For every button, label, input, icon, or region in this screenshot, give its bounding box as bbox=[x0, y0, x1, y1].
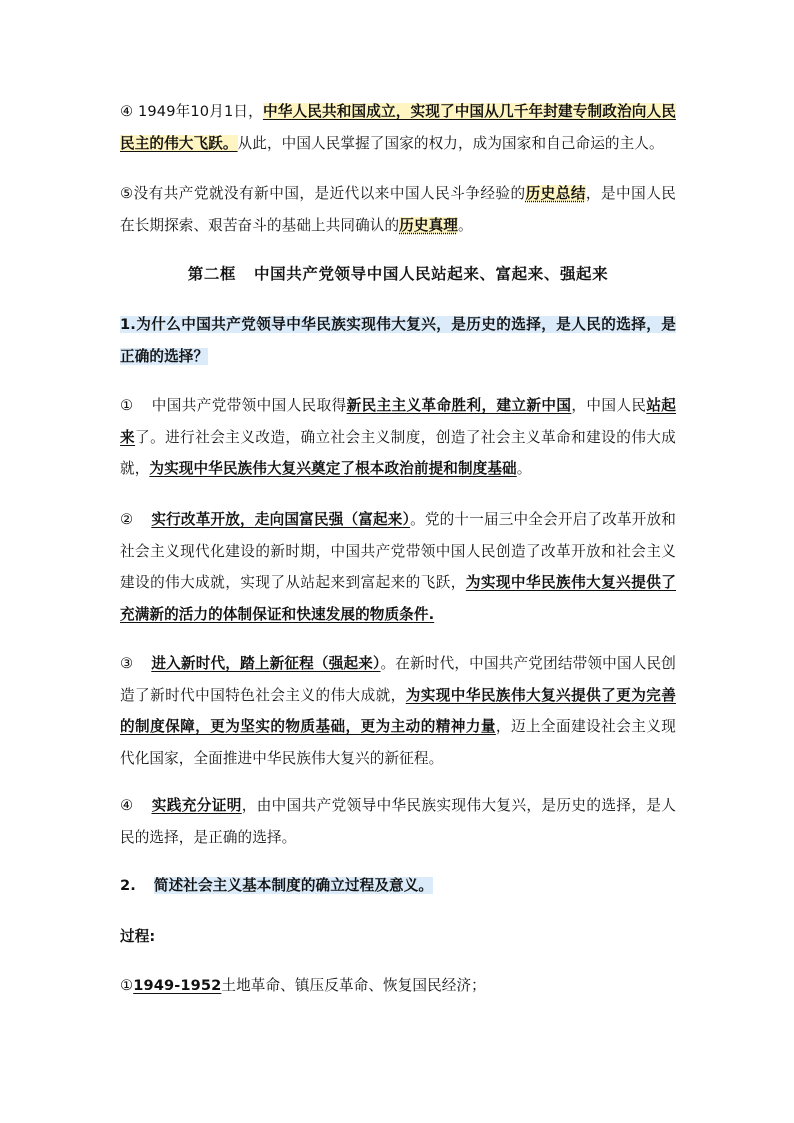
paragraph-text: 。在新时代，中国共产党团结带领中国人民创造了新时代中国特色社会主义的伟大成就， bbox=[120, 655, 676, 704]
process-label bbox=[120, 921, 676, 953]
paragraph-text: 了。进行社会主义改造，确立社会主义制度，创造了社会主义革命和建设的伟大成就， bbox=[120, 428, 676, 477]
question-2 bbox=[120, 870, 676, 902]
key-point: 站起来 bbox=[120, 397, 676, 446]
paragraph-text: 。 bbox=[516, 460, 532, 477]
item-number: ① bbox=[120, 397, 134, 414]
key-point: 实践充分证明 bbox=[151, 797, 242, 814]
process-item-1 bbox=[120, 970, 676, 1002]
paragraph-founding bbox=[120, 96, 676, 159]
item-number: ④ bbox=[120, 797, 134, 814]
paragraph-text: 。党的十一届三中全会开启了改革开放和社会主义现代化建设的新时期，中国共产党带领中国人民创造了改革开放和社会主义建设的伟大成就，实现了从站起来到富起来的飞跃， bbox=[120, 511, 676, 591]
key-point: 进入新时代，踏上新征程（强起来） bbox=[151, 655, 381, 672]
paragraph-text: ，迈上全面建设社会主义现代化国家，全面推进中华民族伟大复兴的新征程。 bbox=[120, 718, 676, 767]
paragraph-text: 中国共产党带领中国人民取得 bbox=[151, 397, 347, 414]
highlighted-term: 历史总结 bbox=[525, 185, 586, 202]
answer-4 bbox=[120, 790, 676, 853]
section-title-label: 第二框 bbox=[187, 265, 237, 283]
answer-1 bbox=[120, 390, 676, 485]
item-number: ② bbox=[120, 511, 134, 528]
paragraph-text: ⑤没有共产党就没有新中国，是近代以来中国人民斗争经验的 bbox=[120, 185, 526, 202]
paragraph-text: ，中国人民 bbox=[571, 397, 647, 414]
section-title bbox=[120, 262, 676, 284]
key-point: 为实现中华民族伟大复兴提供了充满新的活力的体制保证和快速发展的物质条件. bbox=[120, 574, 676, 623]
key-point: 为实现中华民族伟大复兴奠定了根本政治前提和制度基础 bbox=[149, 460, 517, 477]
key-point: 为实现中华民族伟大复兴提供了更为完善的制度保障，更为坚实的物质基础，更为主动的精神力量 bbox=[120, 686, 676, 735]
highlighted-term: 历史真理 bbox=[399, 216, 458, 234]
question-1 bbox=[120, 309, 676, 372]
key-point: 实行改革开放，走向国富民强（富起来） bbox=[151, 511, 411, 528]
paragraph-text: ，由中国共产党领导中华民族实现伟大复兴，是历史的选择，是人民的选择，是正确的选择。 bbox=[120, 797, 677, 846]
paragraph-text: 从此，中国人民掌握了国家的权力，成为国家和自己命运的主人。 bbox=[237, 134, 664, 152]
item-number: ③ bbox=[120, 655, 134, 672]
paragraph-text: 土地革命、镇压反革命、恢复国民经济； bbox=[221, 977, 486, 994]
key-point: 新民主主义革命胜利，建立新中国 bbox=[346, 397, 572, 414]
answer-2 bbox=[120, 504, 676, 630]
paragraph-no-party-no-china bbox=[120, 178, 676, 241]
item-number: ① bbox=[120, 977, 134, 994]
paragraph-text: 。 bbox=[457, 216, 473, 234]
section-title-text: 中国共产党领导中国人民站起来、富起来、强起来 bbox=[254, 265, 609, 283]
question-text: 简述社会主义基本制度的确立过程及意义。 bbox=[153, 877, 434, 894]
question-text: 1.为什么中国共产党领导中华民族实现伟大复兴，是历史的选择，是人民的选择，是正确的选择？ bbox=[120, 316, 676, 365]
key-point: 1949-1952 bbox=[133, 977, 222, 994]
item-number: ④ 1949年10月1日， bbox=[120, 103, 263, 120]
paragraph-text: ，是中国人民在长期探索、艰苦奋斗的基础上共同确认的 bbox=[120, 185, 676, 234]
question-number: 2. bbox=[120, 877, 136, 894]
answer-3 bbox=[120, 648, 676, 774]
label-text: 过程: bbox=[120, 928, 156, 945]
highlighted-key-point: 中华人民共和国成立，实现了中国从几千年封建专制政治向人民民主的伟大飞跃。 bbox=[120, 103, 676, 152]
